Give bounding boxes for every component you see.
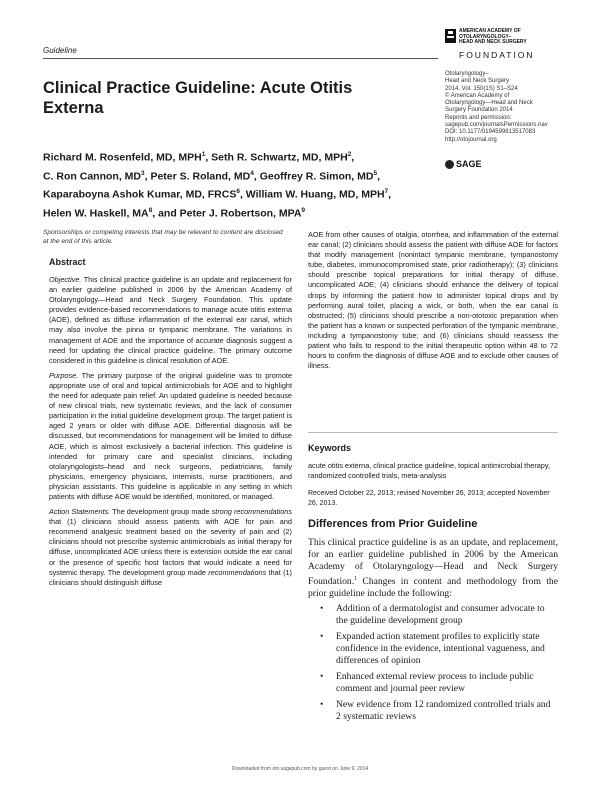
pub-info-line: Reprints and permission: [445,114,512,121]
author-name: , Seth R. Schwartz, MD, MPH [205,151,348,164]
author-line [43,166,423,185]
logo-org-line: HEAD AND NECK SURGERY [459,39,527,45]
pub-info-line: © American Academy of [445,92,510,99]
abstract-left-column [49,275,292,593]
actions-text: that (1) clinicians should assess patients with AOE for pain and recommend analgesic treatment based on the severity of pain and (2) clinicians should not prescribe systemic antimicrobials as initial therapy for diffuse, uncomplicated AOE unless there is extension outside the ear canal or the presence of specific host factors that would indicate a need for systemic therapy. The development group made [49,517,292,577]
keywords-heading: Keywords [308,443,352,453]
affiliation-ref[interactable]: 1 [201,151,206,158]
pub-info-link[interactable]: http://otojournal.org [445,136,497,143]
differences-text: This clinical practice guideline is as an update, and replacement, for an earlier guideline published in 2006 by the American Academy of Otolaryngology—Head and Neck Surgery Foundation. [308,537,558,588]
article-title: Clinical Practice Guideline: Acute Otitis Externa [43,79,353,117]
purpose-text: The primary purpose of the original guideline was to promote appropriate use of oral and topical antimicrobials for AOE and to highlight the need for adequate pain relief. An updated guideline is needed because of new clinical trials, new systematic reviews, and the lack of consumer participation in the initial guideline development group. The target patient is aged 2 years or older with diffuse AOE. Differential diagnosis will be discussed, but recommendations for management will be limited to diffuse AOE, which is almost exclusively a bacterial infection. This guideline is intended for primary care and specialist clinicians, including otolaryngologists–head and neck surgeons, pediatricians, family physicians, emergency physicians, internists, nurse practitioners, and physician assistants. This guideline is applicable in any setting in which patients with diffuse AOE would be identified, monitored, or managed. [49,370,292,501]
logo-org-name [459,29,569,46]
section-label: Guideline [43,46,77,55]
author-name: Helen W. Haskell, MA [43,207,149,219]
author-line [43,203,423,222]
list-item-text: Expanded action statement profiles to explicitly state confidence in the evidence, intentional vagueness, and differences of opinion [336,631,545,666]
author-sep: , [388,188,392,201]
affiliation-ref[interactable]: 6 [236,188,240,195]
author-sep: , [377,170,381,182]
author-name: Kaparaboyna Ashok Kumar, MD, FRCS [43,188,237,201]
aao-hns-logo [445,28,565,62]
abstract-purpose [49,371,292,502]
bullet-icon: • [320,699,324,710]
list-item-text: New evidence from 12 randomized controlled trials and 2 systematic reviews [336,699,551,722]
objective-label: Objective. [49,275,82,284]
logo-org-line: AMERICAN ACADEMY OF [459,28,521,34]
aao-hns-logo-icon [445,29,456,43]
author-line [43,184,423,203]
abstract-actions [49,507,292,588]
actions-label: Action Statements. [49,507,111,517]
pub-info-line: Surgery Foundation 2014 [445,107,513,114]
download-footer: Downloaded from oto.sagepub.com by guest on June 9, 2014 [231,766,369,772]
list-item [318,631,556,667]
author-name: , William W. Huang, MD, MPH [239,188,385,201]
received-dates: Received October 22, 2013; revised November 26, 2013; accepted November 26, 2013. [308,490,550,507]
author-sep: , [351,151,355,164]
author-name: , Peter S. Roland, MD [144,170,251,182]
affiliation-ref[interactable]: 2 [347,151,352,158]
differences-text: Changes in content and methodology from the prior guideline include the following: [308,576,558,600]
keywords-rule [308,432,558,433]
pub-info-line: Otolaryngology– [445,71,489,77]
list-item [318,671,556,695]
author-list [43,147,423,221]
pub-info-link[interactable]: sagepub.com/journalsPermissions.nav [445,122,548,129]
publication-info [445,71,570,144]
pub-info-doi[interactable]: DOI: 10.1177/0194599813517083 [445,129,536,136]
affiliation-ref[interactable]: 3 [141,169,145,177]
actions-text: The development group made [110,507,212,517]
pub-info-line: Otolaryngology—Head and Neck [445,100,533,107]
sage-icon [445,160,454,169]
author-name: C. Ron Cannon, MD [43,170,141,182]
list-item-text: Addition of a dermatologist and consumer advocate to the guideline development group [336,603,545,626]
competing-interests-note: Sponsorships or competing interests that may be relevant to content are disclosed at the end of this article. [43,229,283,245]
list-item-text: Enhanced external review process to include public comment and journal peer review [336,671,534,694]
affiliation-ref[interactable]: 5 [373,169,378,177]
logo-org-line: OTOLARYNGOLOGY– [459,33,512,40]
bullet-icon: • [320,631,324,642]
author-line [43,147,423,166]
abstract-heading: Abstract [49,257,86,267]
affiliation-ref[interactable]: 7 [384,188,389,195]
purpose-label: Purpose. [49,370,79,380]
differences-list [318,603,556,727]
strong-recommendations-label: strong recommendations [211,507,292,517]
differences-body [308,537,558,600]
differences-heading: Differences from Prior Guideline [308,518,478,530]
pub-info-line: 2014, Vol. 150(1S) S1–S24 [445,85,518,92]
author-name: , Geoffrey R. Simon, MD [253,170,374,182]
affiliation-ref[interactable]: 4 [250,169,254,177]
abstract-objective [49,275,292,366]
sage-label: SAGE [456,159,482,169]
logo-foundation: FOUNDATION [459,50,535,60]
pub-info-line: Head and Neck Surgery [445,78,510,85]
affiliation-ref[interactable]: 9 [301,206,306,214]
header-rule [43,58,438,59]
bullet-icon: • [320,671,324,682]
recommendations-label: recommendations [208,567,267,577]
actions-text: that (1) clinicians should distinguish diffuse [49,567,292,587]
list-item [318,603,556,627]
abstract-continued: AOE from other causes of otalgia, otorrhea, and inflammation of the external ear canal; (2) clinicians should assess the patient with diffuse AOE for factors that modify management (nonintact tympanic membrane, tympanostomy tube, diabetes, immunocompromised state, prior radiotherapy); (3) clinicians should prescribe topical preparations for initial therapy of diffuse, uncomplicated AOE; (4) clinicians should enhance the delivery of topical drops by informing the patient how to administer topical drops and by performing aural toilet, placing a wick, or both, when the ear canal is obstructed; (5) clinicians should prescribe a non-ototoxic preparation when the patient has a known or suspected perforation of the tympanic membrane, including a tympanostomy tube; and (6) clinicians should reassess the patient who fails to respond to the initial therapeutic option within 48 to 72 hours to confirm the diagnosis of diffuse AOE and to exclude other causes of illness. [308,230,558,371]
objective-text: This clinical practice guideline is an update and replacement for an earlier guideline published in 2006 by the American Academy of Otolaryngology—Head and Neck Surgery Foundation. This update provides evidence-based recommendations to manage acute otitis externa (AOE), defined as diffuse inflammation of the external ear canal, which may also involve the pinna or tympanic membrane. The variations in management of AOE and the importance of accurate diagnosis suggest a need for updating the clinical practice guideline. The primary outcome considered in this guideline is clinical resolution of AOE. [49,275,292,365]
author-name: Richard M. Rosenfeld, MD, MPH [43,151,202,164]
author-name: , and Peter J. Robertson, MPA [152,207,302,219]
keywords-text: acute otitis externa, clinical practice guideline, topical antimicrobial therapy, randomized controlled trials, meta-analysis [308,461,551,481]
sage-logo [445,159,482,169]
list-item [318,699,556,723]
affiliation-ref[interactable]: 8 [148,206,153,214]
reference-citation[interactable]: 1 [354,576,358,582]
bullet-icon: • [320,603,324,614]
